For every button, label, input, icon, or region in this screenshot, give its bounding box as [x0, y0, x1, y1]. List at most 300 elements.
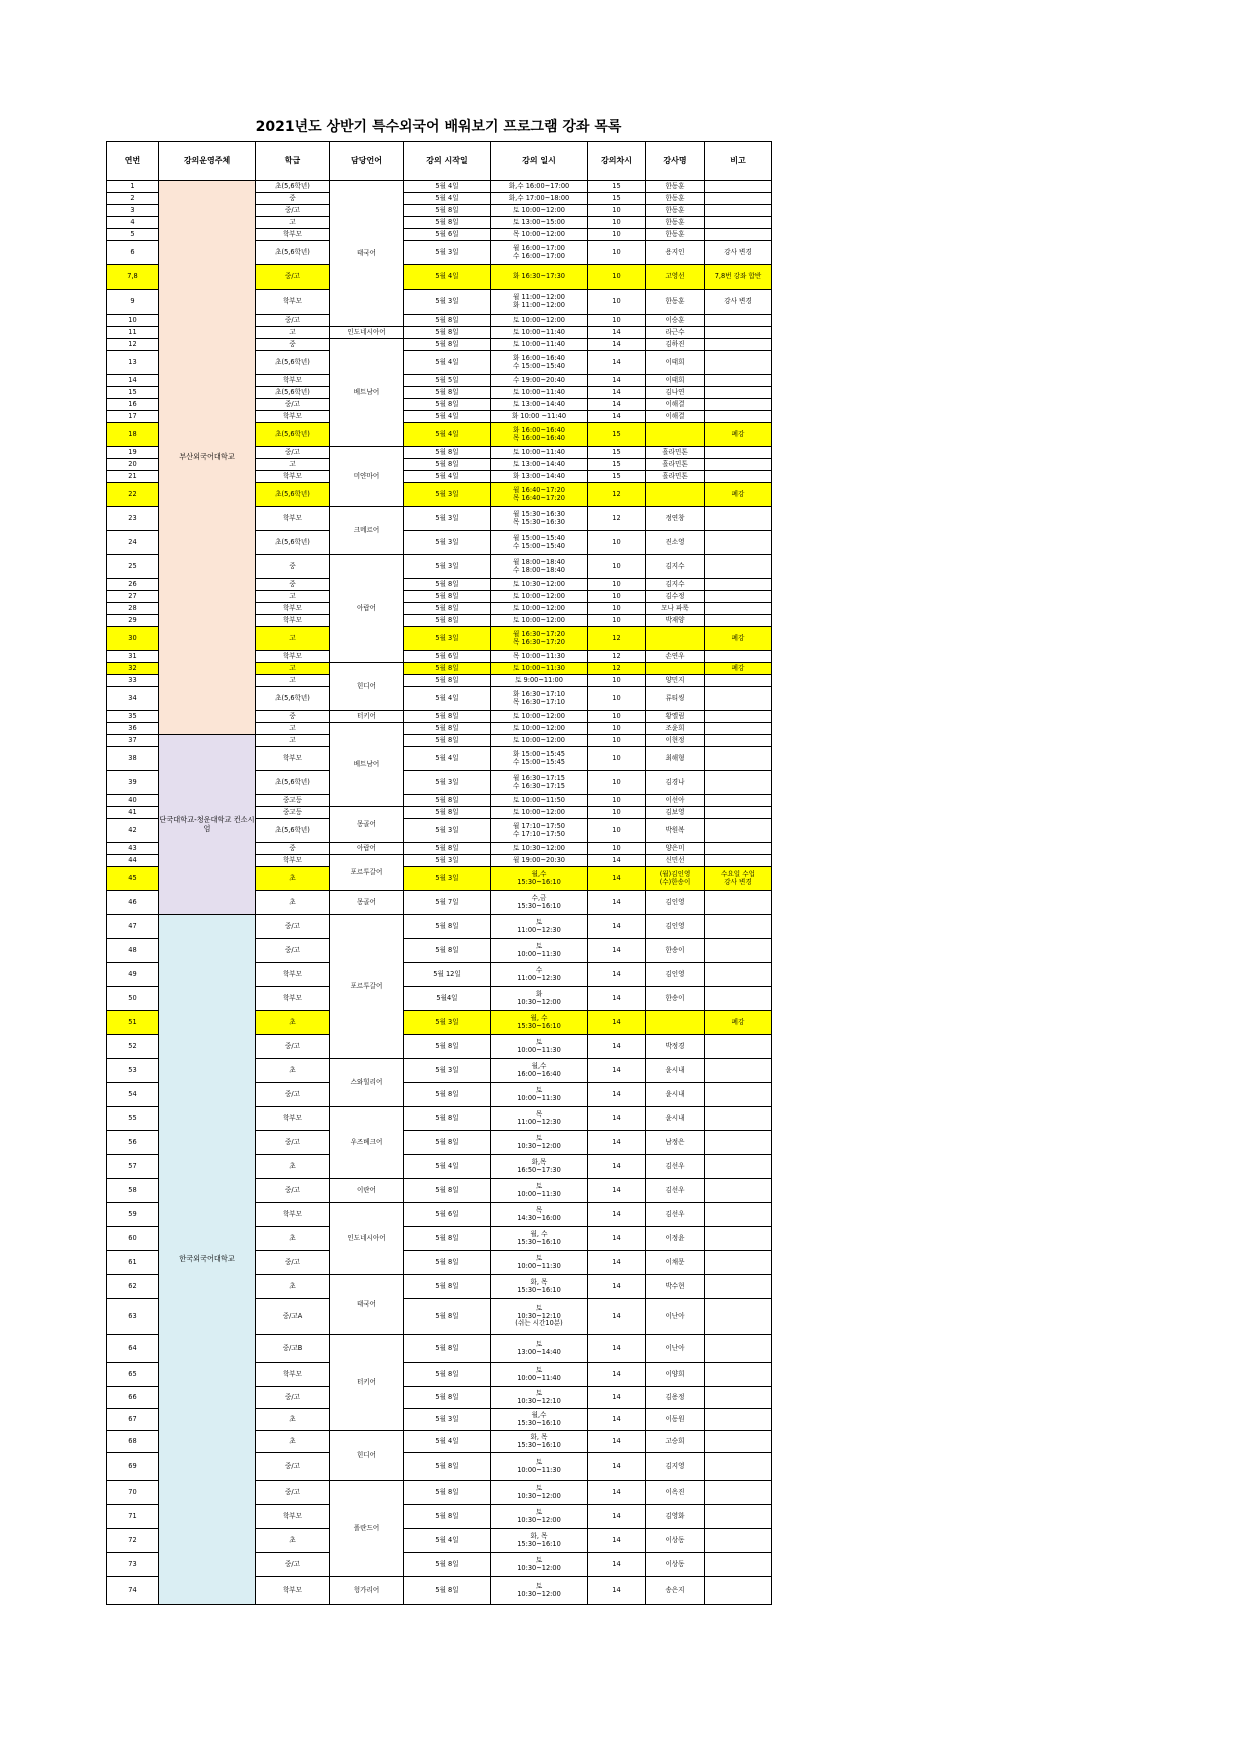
note-cell [705, 1179, 772, 1203]
start-date-cell: 5월 8일 [404, 807, 491, 819]
start-date-cell: 5월 4일 [404, 411, 491, 423]
start-date-cell: 5월 4일 [404, 181, 491, 193]
grade-cell: 초(5,6학년) [256, 423, 330, 447]
sessions-cell: 10 [588, 711, 646, 723]
language-cell: 이란어 [330, 1179, 404, 1203]
note-cell [705, 447, 772, 459]
note-cell [705, 1505, 772, 1529]
schedule-cell [491, 193, 588, 205]
note-cell [705, 1299, 772, 1335]
start-date-cell: 5월 8일 [404, 1083, 491, 1107]
language-cell: 헝가리어 [330, 1577, 404, 1605]
cell-line: 목 10:00~11:30 [513, 651, 565, 660]
sessions-cell: 14 [588, 387, 646, 399]
sessions-cell: 14 [588, 1481, 646, 1505]
grade-cell: 학부모 [256, 471, 330, 483]
grade-cell: 초 [256, 1275, 330, 1299]
grade-cell: 고 [256, 459, 330, 471]
teacher-cell [646, 483, 705, 507]
row-number: 15 [107, 387, 159, 399]
grade-cell: 초(5,6학년) [256, 241, 330, 265]
cell-line: 화 15:00~15:45 [513, 749, 565, 758]
cell-line: 토 [535, 1133, 543, 1142]
row-number: 58 [107, 1179, 159, 1203]
schedule-cell [491, 387, 588, 399]
row-number: 57 [107, 1155, 159, 1179]
start-date-cell: 5월 8일 [404, 217, 491, 229]
sessions-cell: 14 [588, 1083, 646, 1107]
cell-line: 폐강 [731, 663, 745, 672]
start-date-cell: 5월 8일 [404, 1505, 491, 1529]
row-number: 31 [107, 651, 159, 663]
start-date-cell: 5월 8일 [404, 615, 491, 627]
start-date-cell: 5월 3일 [404, 555, 491, 579]
start-date-cell: 5월 8일 [404, 603, 491, 615]
note-cell [705, 1363, 772, 1387]
row-number: 6 [107, 241, 159, 265]
start-date-cell: 5월 8일 [404, 447, 491, 459]
note-cell [705, 459, 772, 471]
cell-line: 한송이 [665, 945, 685, 954]
sessions-cell: 10 [588, 579, 646, 591]
cell-line: 김인영 [665, 897, 685, 906]
teacher-cell [646, 531, 705, 555]
sessions-cell: 14 [588, 1251, 646, 1275]
cell-line: 10:30~12:00 [517, 997, 561, 1006]
teacher-cell [646, 447, 705, 459]
sessions-cell: 10 [588, 205, 646, 217]
cell-line: 10:30~12:00 [517, 1563, 561, 1572]
grade-cell: 학부모 [256, 1107, 330, 1131]
cell-line: 14:30~16:00 [517, 1213, 561, 1222]
note-cell [705, 987, 772, 1011]
grade-cell: 초(5,6학년) [256, 387, 330, 399]
note-cell [705, 531, 772, 555]
start-date-cell: 5월 6일 [404, 1203, 491, 1227]
grade-cell: 고 [256, 675, 330, 687]
cell-line: 11:00~12:30 [517, 925, 561, 934]
schedule-cell [491, 1155, 588, 1179]
start-date-cell: 5월 3일 [404, 507, 491, 531]
teacher-cell [646, 241, 705, 265]
start-date-cell: 5월 8일 [404, 1275, 491, 1299]
schedule-cell [491, 579, 588, 591]
row-number: 29 [107, 615, 159, 627]
start-date-cell: 5월 6일 [404, 229, 491, 241]
row-number: 74 [107, 1577, 159, 1605]
schedule-cell [491, 315, 588, 327]
cell-line: 흘라민톤 [662, 459, 688, 468]
start-date-cell: 5월 8일 [404, 327, 491, 339]
cell-line: 김영화 [665, 1511, 685, 1520]
schedule-cell [491, 241, 588, 265]
cell-line: 월 16:00~17:00 [513, 243, 565, 252]
cell-line: 한동훈 [665, 229, 685, 238]
cell-line: 김나연 [665, 387, 685, 396]
teacher-cell [646, 1251, 705, 1275]
cell-line: 조윤희 [665, 723, 685, 732]
start-date-cell: 5월 3일 [404, 867, 491, 891]
cell-line: 수 19:00~20:40 [513, 375, 565, 384]
cell-line: 수 15:00~15:45 [513, 757, 565, 766]
cell-line: 토 10:30~12:00 [513, 843, 565, 852]
cell-line: 수 [535, 965, 543, 974]
sessions-cell: 10 [588, 747, 646, 771]
note-cell [705, 747, 772, 771]
note-cell [705, 1529, 772, 1553]
note-cell [705, 471, 772, 483]
cell-line: 토 10:00~12:00 [513, 315, 565, 324]
start-date-cell: 5월 8일 [404, 735, 491, 747]
schedule-cell [491, 1179, 588, 1203]
cell-line: 11:00~12:30 [517, 973, 561, 982]
grade-cell: 고 [256, 591, 330, 603]
note-cell [705, 290, 772, 315]
cell-line: 토 [535, 941, 543, 950]
cell-line: 토 10:00~12:00 [513, 603, 565, 612]
row-number: 17 [107, 411, 159, 423]
sessions-cell: 10 [588, 555, 646, 579]
sessions-cell: 10 [588, 771, 646, 795]
start-date-cell: 5월 8일 [404, 723, 491, 735]
start-date-cell: 5월 4일 [404, 423, 491, 447]
header-grade: 학급 [256, 142, 330, 181]
language-cell: 힌디어 [330, 663, 404, 711]
cell-line: 송은지 [665, 1585, 685, 1594]
sessions-cell: 14 [588, 1431, 646, 1453]
sessions-cell: 14 [588, 1577, 646, 1605]
cell-line: 10:30~12:10 [517, 1396, 561, 1405]
row-number: 30 [107, 627, 159, 651]
sessions-cell: 14 [588, 1203, 646, 1227]
schedule-cell [491, 1387, 588, 1409]
sessions-cell: 14 [588, 1409, 646, 1431]
sessions-cell: 14 [588, 1227, 646, 1251]
cell-line: 월 17:10~17:50 [513, 821, 565, 830]
row-number: 24 [107, 531, 159, 555]
start-date-cell: 5월 8일 [404, 205, 491, 217]
grade-cell: 중 [256, 579, 330, 591]
start-date-cell: 5월 3일 [404, 1059, 491, 1083]
row-number: 34 [107, 687, 159, 711]
teacher-cell [646, 675, 705, 687]
note-cell [705, 423, 772, 447]
cell-line: 이상동 [665, 1559, 685, 1568]
schedule-cell [491, 1529, 588, 1553]
cell-line: 토 10:00~12:00 [513, 591, 565, 600]
cell-line: 목 [535, 1205, 543, 1214]
grade-cell: 학부모 [256, 375, 330, 387]
schedule-cell [491, 711, 588, 723]
row-number: 9 [107, 290, 159, 315]
cell-line: 수 16:00~17:00 [513, 251, 565, 260]
cell-line: 월 18:00~18:40 [513, 557, 565, 566]
note-cell [705, 1011, 772, 1035]
cell-line: 월 16:30~17:20 [513, 629, 565, 638]
schedule-cell [491, 1363, 588, 1387]
cell-line: 토 10:00~12:00 [513, 615, 565, 624]
cell-line: 이선아 [665, 795, 685, 804]
cell-line: 10:30~12:00 [517, 1589, 561, 1598]
teacher-cell [646, 315, 705, 327]
grade-cell: 학부모 [256, 229, 330, 241]
note-cell [705, 651, 772, 663]
teacher-cell [646, 1299, 705, 1335]
language-cell: 크메르어 [330, 507, 404, 555]
sessions-cell: 14 [588, 1335, 646, 1363]
start-date-cell: 5월 8일 [404, 387, 491, 399]
cell-line: 화 13:00~14:40 [513, 471, 565, 480]
cell-line: 토 10:00~11:30 [513, 663, 565, 672]
start-date-cell: 5월 8일 [404, 711, 491, 723]
teacher-cell [646, 663, 705, 675]
language-cell: 베트남어 [330, 723, 404, 807]
grade-cell: 초(5,6학년) [256, 819, 330, 843]
start-date-cell: 5월 8일 [404, 915, 491, 939]
cell-line: 월 15:00~15:40 [513, 533, 565, 542]
sessions-cell: 14 [588, 1363, 646, 1387]
teacher-cell [646, 387, 705, 399]
row-number: 2 [107, 193, 159, 205]
cell-line: 진소영 [665, 537, 685, 546]
schedule-cell [491, 987, 588, 1011]
cell-line: 13:00~14:40 [517, 1347, 561, 1356]
note-cell [705, 663, 772, 675]
schedule-cell [491, 627, 588, 651]
start-date-cell: 5월 8일 [404, 1227, 491, 1251]
cell-line: 월, 수 [530, 1229, 548, 1238]
cell-line: 김인영 [665, 921, 685, 930]
start-date-cell: 5월4일 [404, 987, 491, 1011]
row-number: 20 [107, 459, 159, 471]
start-date-cell: 5월 8일 [404, 399, 491, 411]
cell-line: 강사 변경 [724, 877, 752, 886]
header-teacher: 강사명 [646, 142, 705, 181]
teacher-cell [646, 290, 705, 315]
teacher-cell [646, 855, 705, 867]
sessions-cell: 14 [588, 339, 646, 351]
row-number: 66 [107, 1387, 159, 1409]
cell-line: 이채문 [665, 1257, 685, 1266]
cell-line: 토 9:00~11:00 [515, 675, 563, 684]
cell-line: 김보영 [665, 807, 685, 816]
cell-line: 윤시내 [665, 1089, 685, 1098]
grade-cell: 학부모 [256, 1363, 330, 1387]
row-number: 54 [107, 1083, 159, 1107]
teacher-cell [646, 615, 705, 627]
schedule-cell [491, 795, 588, 807]
grade-cell: 초 [256, 1409, 330, 1431]
language-cell: 인도네시아어 [330, 1203, 404, 1275]
note-cell [705, 217, 772, 229]
teacher-cell [646, 1577, 705, 1605]
grade-cell: 중/고 [256, 1251, 330, 1275]
teacher-cell [646, 1481, 705, 1505]
teacher-cell [646, 1453, 705, 1481]
row-number: 44 [107, 855, 159, 867]
schedule-cell [491, 615, 588, 627]
sessions-cell: 10 [588, 819, 646, 843]
note-cell [705, 603, 772, 615]
start-date-cell: 5월 3일 [404, 771, 491, 795]
schedule-cell [491, 723, 588, 735]
cell-line: 수 15:00~15:40 [513, 361, 565, 370]
language-cell: 아랍어 [330, 843, 404, 855]
grade-cell: 중/고 [256, 315, 330, 327]
language-cell: 폴란드어 [330, 1481, 404, 1577]
schedule-cell [491, 399, 588, 411]
grade-cell: 중 [256, 339, 330, 351]
teacher-cell [646, 747, 705, 771]
grade-cell: 초 [256, 1227, 330, 1251]
row-number: 48 [107, 939, 159, 963]
page-title: 2021년도 상반기 특수외국어 배워보기 프로그램 강좌 목록 [255, 119, 622, 135]
header-schedule: 강의 일시 [491, 142, 588, 181]
grade-cell: 학부모 [256, 855, 330, 867]
sessions-cell: 10 [588, 241, 646, 265]
cell-line: 토 10:00~12:00 [513, 723, 565, 732]
row-number: 5 [107, 229, 159, 241]
cell-line: 15:30~16:10 [517, 1285, 561, 1294]
schedule-cell [491, 1409, 588, 1431]
schedule-cell [491, 483, 588, 507]
note-cell [705, 1107, 772, 1131]
teacher-cell [646, 1363, 705, 1387]
cell-line: 10:00~11:30 [517, 1093, 561, 1102]
row-number: 56 [107, 1131, 159, 1155]
note-cell [705, 1335, 772, 1363]
start-date-cell: 5월 8일 [404, 315, 491, 327]
language-cell: 포르투갈어 [330, 855, 404, 891]
org-cell: 부산외국어대학교 [159, 181, 256, 735]
sessions-cell: 14 [588, 1299, 646, 1335]
schedule-cell [491, 531, 588, 555]
sessions-cell: 10 [588, 615, 646, 627]
cell-line: 16:00~16:40 [517, 1069, 561, 1078]
row-number: 36 [107, 723, 159, 735]
schedule-cell [491, 181, 588, 193]
language-cell: 태국어 [330, 181, 404, 327]
cell-line: 폐강 [731, 489, 745, 498]
grade-cell: 중/고 [256, 1035, 330, 1059]
cell-line: 토 13:00~14:40 [513, 459, 565, 468]
teacher-cell [646, 867, 705, 891]
cell-line: 토 [535, 1388, 543, 1397]
row-number: 52 [107, 1035, 159, 1059]
grade-cell: 중/고 [256, 447, 330, 459]
teacher-cell [646, 181, 705, 193]
cell-line: 정연창 [665, 513, 685, 522]
cell-line: 수,금 [531, 893, 547, 902]
start-date-cell: 5월 8일 [404, 591, 491, 603]
cell-line: 한송이 [665, 993, 685, 1002]
start-date-cell: 5월 4일 [404, 1431, 491, 1453]
teacher-cell [646, 807, 705, 819]
cell-line: 한동훈 [665, 217, 685, 226]
sessions-cell: 14 [588, 399, 646, 411]
row-number: 11 [107, 327, 159, 339]
schedule-cell [491, 747, 588, 771]
language-cell: 베트남어 [330, 339, 404, 447]
note-cell [705, 1131, 772, 1155]
start-date-cell: 5월 8일 [404, 1481, 491, 1505]
start-date-cell: 5월 3일 [404, 483, 491, 507]
start-date-cell: 5월 4일 [404, 265, 491, 290]
note-cell [705, 1409, 772, 1431]
start-date-cell: 5월 4일 [404, 471, 491, 483]
cell-line: 토 [535, 1253, 543, 1262]
cell-line: 토 [535, 1339, 543, 1348]
start-date-cell: 5월 6일 [404, 651, 491, 663]
grade-cell: 학부모 [256, 987, 330, 1011]
note-cell [705, 193, 772, 205]
cell-line: 화 [535, 989, 543, 998]
sessions-cell: 10 [588, 675, 646, 687]
note-cell [705, 1035, 772, 1059]
cell-line: 김수정 [665, 591, 685, 600]
start-date-cell: 5월 8일 [404, 579, 491, 591]
row-number: 59 [107, 1203, 159, 1227]
cell-line: (월)김인영 [659, 869, 691, 878]
schedule-cell [491, 843, 588, 855]
grade-cell: 중 [256, 711, 330, 723]
row-number: 26 [107, 579, 159, 591]
cell-line: 고영선 [665, 272, 685, 281]
note-cell [705, 387, 772, 399]
schedule-cell [491, 891, 588, 915]
row-number: 50 [107, 987, 159, 1011]
note-cell [705, 229, 772, 241]
row-number: 70 [107, 1481, 159, 1505]
start-date-cell: 5월 7일 [404, 891, 491, 915]
cell-line: 토 10:00~11:40 [513, 387, 565, 396]
teacher-cell [646, 651, 705, 663]
cell-line: 박재양 [665, 615, 685, 624]
start-date-cell: 5월 8일 [404, 663, 491, 675]
cell-line: 이상동 [665, 1535, 685, 1544]
note-cell [705, 591, 772, 603]
cell-line: 월,수 [531, 1061, 547, 1070]
sessions-cell: 14 [588, 1107, 646, 1131]
cell-line: 김지수 [665, 579, 685, 588]
row-number: 21 [107, 471, 159, 483]
sessions-cell: 10 [588, 795, 646, 807]
cell-line: 화,목 [531, 1157, 547, 1166]
cell-line: 토 10:00~12:00 [513, 807, 565, 816]
teacher-cell [646, 555, 705, 579]
cell-line: 양민지 [665, 675, 685, 684]
note-cell [705, 723, 772, 735]
schedule-cell [491, 915, 588, 939]
cell-line: 월,수 [531, 869, 547, 878]
row-number: 18 [107, 423, 159, 447]
note-cell [705, 507, 772, 531]
sessions-cell: 14 [588, 1529, 646, 1553]
row-number: 71 [107, 1505, 159, 1529]
grade-cell: 중/고B [256, 1335, 330, 1363]
teacher-cell [646, 723, 705, 735]
cell-line: 류티씽 [665, 693, 685, 702]
grade-cell: 중/고 [256, 915, 330, 939]
cell-line: 한동훈 [665, 193, 685, 202]
sessions-cell: 10 [588, 591, 646, 603]
language-cell: 아랍어 [330, 555, 404, 663]
schedule-cell [491, 1083, 588, 1107]
schedule-cell [491, 375, 588, 387]
language-cell: 포르투갈어 [330, 915, 404, 1059]
language-cell: 몽골어 [330, 891, 404, 915]
teacher-cell [646, 339, 705, 351]
